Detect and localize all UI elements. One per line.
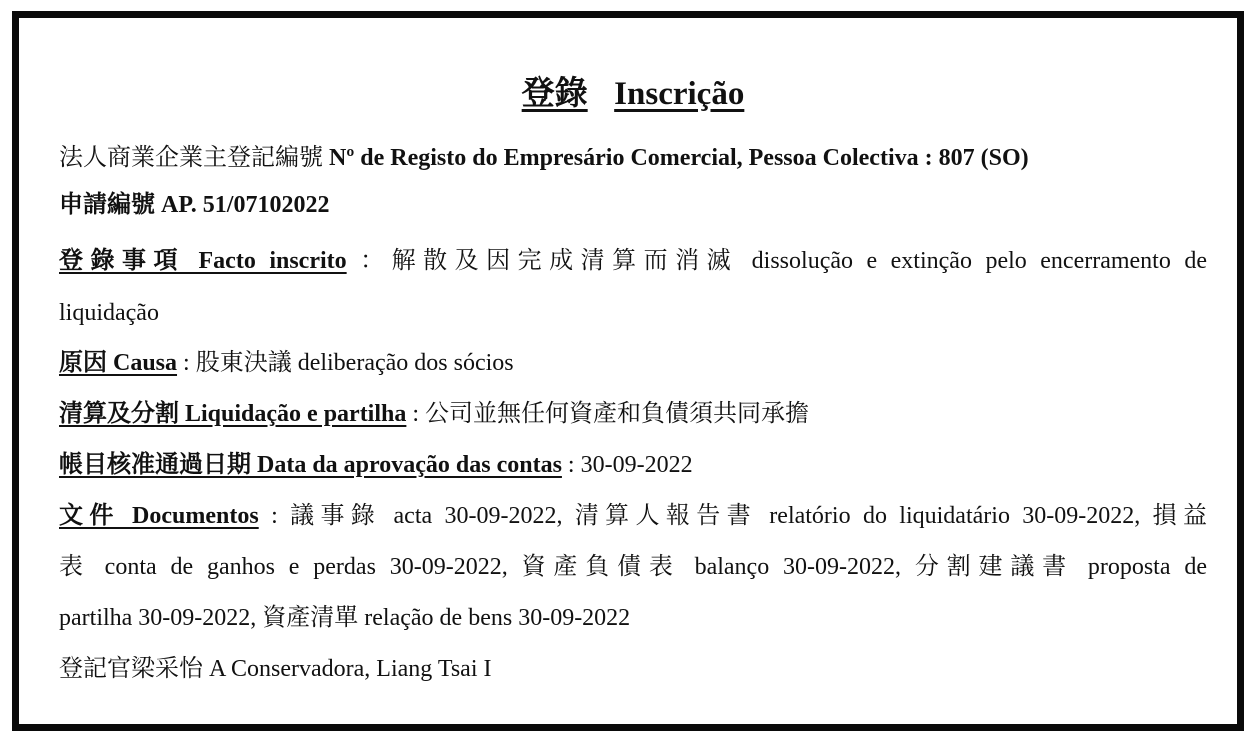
document-title [59, 74, 1207, 114]
document-frame [12, 11, 1244, 731]
fact-line [59, 244, 1207, 278]
registration-line [59, 141, 1029, 175]
fact-label: 登錄事項 Facto inscrito [59, 248, 347, 274]
fact-value: ：解散及因完成清算而消滅 dissolução e extinção pelo encerramento de [360, 248, 1208, 274]
title-zh: 登錄 [521, 76, 588, 112]
documents-label: 文件 Documentos [59, 503, 259, 529]
application-line [59, 188, 329, 222]
signature-pt: A Conservadora, Liang Tsai I [209, 656, 492, 682]
documents-line-2 [59, 550, 1207, 584]
signature-zh: 登記官梁采怡 [59, 656, 203, 682]
liquidation-value: : 公司並無任何資產和負債須共同承擔 [406, 401, 810, 427]
documents-value-3: partilha 30-09-2022, 資產清單 relação de bens 30-09-2022 [59, 605, 631, 631]
documents-line [59, 499, 1207, 533]
liquidation-line [59, 397, 809, 431]
documents-value: : 議事錄 acta 30-09-2022, 清算人報告書 relatório do liquidatário 30-09-2022, 損益 [258, 503, 1207, 529]
cause-label: 原因 Causa [59, 350, 178, 376]
cause-line [59, 346, 514, 380]
approval-value: : 30-09-2022 [561, 452, 693, 478]
liquidation-label: 清算及分割 Liquidação e partilha [59, 401, 407, 427]
fact-value-continued: liquidação [59, 300, 159, 326]
registration-label-pt: Nº de Registo do Empresário Comercial, Pessoa Colectiva : 807 (SO) [329, 145, 1029, 171]
title-pt: Inscrição [614, 76, 745, 112]
approval-line [59, 448, 693, 482]
documents-line-3 [59, 601, 630, 635]
fact-line-continued [59, 296, 159, 330]
application-label: 申請編號 [59, 192, 155, 218]
application-number: AP. 51/07102022 [161, 192, 330, 218]
registration-label-zh: 法人商業企業主登記編號 [59, 145, 323, 171]
cause-value: : 股東決議 deliberação dos sócios [183, 350, 514, 376]
documents-value-2: 表 conta de ganhos e perdas 30-09-2022, 資產負債表 balanço 30-09-2022, 分割建議書 proposta de [59, 554, 1207, 580]
signature-line [59, 652, 491, 686]
approval-label: 帳目核准通過日期 Data da aprovação das contas [59, 452, 562, 478]
